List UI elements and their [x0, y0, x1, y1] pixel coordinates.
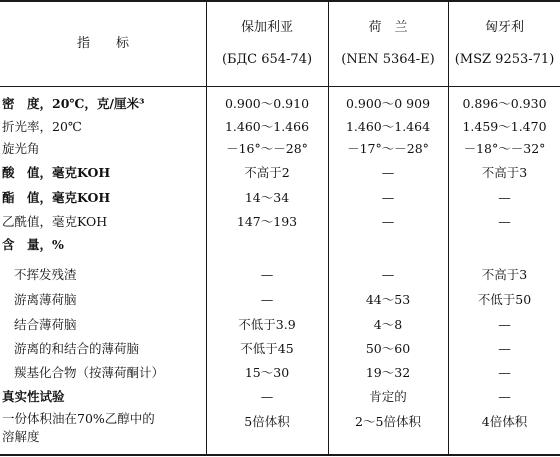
row-label-free-and-combined-menthol: 游离的和结合的薄荷脑 [14, 341, 140, 356]
table-cell: — [381, 267, 395, 282]
table-cell: — [260, 292, 274, 307]
table-cell: 不高于3 [481, 267, 528, 282]
table-cell: 不高于2 [244, 165, 290, 180]
row-label-optical-rotation: 旋光角 [2, 141, 40, 156]
table-cell: －18°～－32° [463, 141, 546, 156]
table-cell: 肯定的 [369, 389, 407, 404]
table-top-rule [0, 0, 560, 2]
header-country-hungary: 匈牙利 [484, 20, 524, 35]
table-cell: 15～30 [244, 365, 290, 380]
row-label-solubility-line2: 溶解度 [2, 429, 40, 444]
row-label-nonvolatile-residue: 不挥发残渣 [14, 267, 77, 282]
header-country-bulgaria: 保加利亚 [240, 20, 293, 35]
table-cell: 不高于3 [481, 165, 528, 180]
header-bottom-rule [0, 86, 560, 87]
table-cell: 不低于50 [477, 292, 532, 307]
row-label-content: 含 量，% [2, 237, 64, 252]
row-label-density: 密 度，20℃，克/厘米³ [2, 96, 145, 111]
table-cell: 44～53 [365, 292, 411, 307]
table-cell: — [381, 190, 395, 205]
table-cell: 1.460～1.466 [224, 119, 310, 134]
row-label-authenticity-test: 真实性试验 [2, 389, 65, 404]
table-cell: 147～193 [236, 214, 298, 229]
table-cell: — [498, 389, 511, 404]
table-cell: 4倍体积 [481, 414, 528, 429]
table-cell: — [498, 214, 511, 229]
row-label-solubility-line1: 一份体积油在70%乙醇中的 [2, 411, 155, 426]
header-standard-bulgaria: (БДС 654-74) [221, 52, 313, 67]
table-cell: 不低于3.9 [238, 317, 296, 332]
row-label-ester-value: 酯 值，毫克KOH [2, 190, 111, 205]
header-standard-netherlands: (NEN 5364-E) [341, 52, 435, 67]
table-cell: 0.900～0.910 [224, 96, 310, 111]
table-cell: －16°～－28° [226, 141, 308, 156]
row-label-free-menthol: 游离薄荷脑 [14, 292, 77, 307]
table-cell: — [498, 317, 511, 332]
table-cell: 2～5倍体积 [355, 414, 421, 429]
table-bottom-rule [0, 454, 560, 456]
table-cell: 0.900～0 909 [345, 96, 431, 111]
table-cell: 不低于45 [240, 341, 294, 356]
row-label-acetyl-value: 乙酰值，毫克KOH [2, 214, 108, 229]
table-cell: 0.896～0.930 [462, 96, 547, 111]
header-country-netherlands: 荷 兰 [368, 20, 408, 35]
header-standard-hungary: (MSZ 9253-71) [454, 52, 555, 67]
row-label-acid-value: 酸 值，毫克KOH [2, 165, 111, 180]
row-label-carbonyl-compounds: 羰基化合物（按薄荷酮计） [14, 365, 165, 380]
table-cell: — [381, 165, 395, 180]
table-cell: — [498, 190, 511, 205]
header-indicator: 指 标 [76, 36, 129, 51]
row-label-combined-menthol: 结合薄荷脑 [14, 317, 77, 332]
row-label-refractive-index: 折光率，20℃ [2, 119, 82, 134]
table-cell: 5倍体积 [244, 414, 290, 429]
table-cell: 4～8 [373, 317, 403, 332]
table-cell: 19～32 [365, 365, 411, 380]
table-cell: — [381, 214, 395, 229]
table-cell: — [498, 341, 511, 356]
table-cell: — [498, 365, 511, 380]
table-cell: 50～60 [365, 341, 411, 356]
table-cell: 14～34 [244, 190, 290, 205]
table-cell: — [260, 267, 274, 282]
table-cell: 1.460～1.464 [345, 119, 431, 134]
table-cell: 1.459～1.470 [462, 119, 547, 134]
table-cell: — [260, 389, 274, 404]
table-cell: －17°～－28° [347, 141, 429, 156]
